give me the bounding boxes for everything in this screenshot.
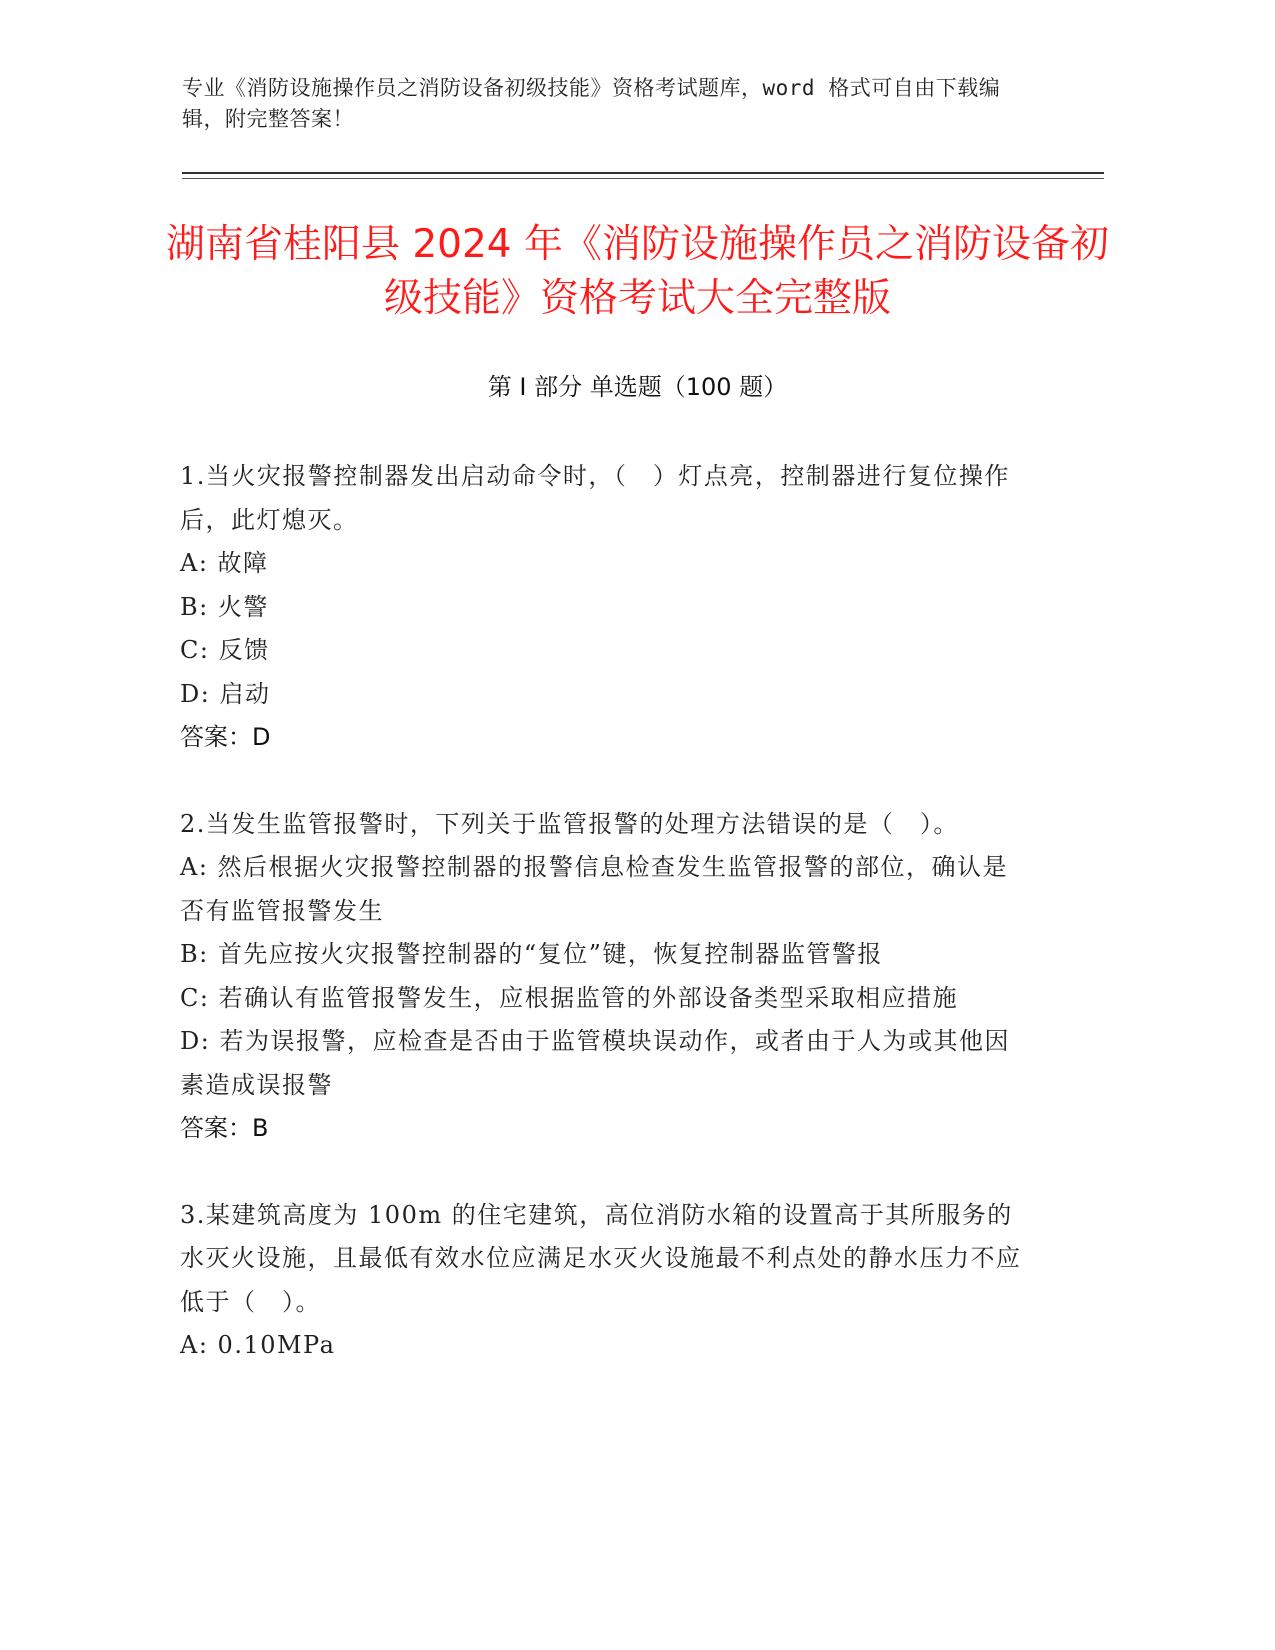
question-list bbox=[180, 455, 1030, 1368]
option-b: B: 首先应按火灾报警控制器的“复位”键，恢复控制器监管警报 bbox=[180, 940, 883, 968]
option-a: A: 然后根据火灾报警控制器的报警信息检查发生监管报警的部位，确认是否有监管报警发生 bbox=[180, 853, 1009, 925]
answer-line: 答案：B bbox=[180, 1114, 269, 1142]
question-stem: 1.当火灾报警控制器发出启动命令时，（ ）灯点亮，控制器进行复位操作后，此灯熄灭。 bbox=[180, 462, 1010, 534]
option-d: D: 若为误报警，应检查是否由于监管模块误动作，或者由于人为或其他因素造成误报警 bbox=[180, 1027, 1010, 1099]
question-stem: 3.某建筑高度为 100m 的住宅建筑，高位消防水箱的设置高于其所服务的水灭火设施，且最低有效水位应满足水灭火设施最不利点处的静水压力不应低于（ ）。 bbox=[180, 1200, 1022, 1316]
question-1 bbox=[180, 455, 1030, 760]
question-stem: 2.当发生监管报警时，下列关于监管报警的处理方法错误的是（ ）。 bbox=[180, 809, 959, 838]
option-a: A: 故障 bbox=[180, 549, 269, 577]
section-heading: 第 I 部分 单选题（100 题） bbox=[487, 373, 788, 401]
option-c: C: 反馈 bbox=[180, 636, 270, 664]
question-3 bbox=[180, 1194, 1030, 1368]
option-a: A: 0.10MPa bbox=[180, 1331, 336, 1359]
header-rule-thick bbox=[182, 172, 1104, 174]
option-c: C: 若确认有监管报警发生，应根据监管的外部设备类型采取相应措施 bbox=[180, 983, 959, 1012]
option-d: D: 启动 bbox=[180, 679, 271, 708]
header-rule-thin bbox=[182, 178, 1104, 179]
answer-line: 答案：D bbox=[180, 723, 271, 751]
question-2 bbox=[180, 803, 1030, 1151]
header-note: 专业《消防设施操作员之消防设备初级技能》资格考试题库，word 格式可自由下载编辑，附完整答案！ bbox=[182, 76, 1001, 131]
document-title: 湖南省桂阳县 2024 年《消防设施操作员之消防设备初级技能》资格考试大全完整版 bbox=[165, 222, 1110, 321]
option-b: B: 火警 bbox=[180, 592, 269, 621]
